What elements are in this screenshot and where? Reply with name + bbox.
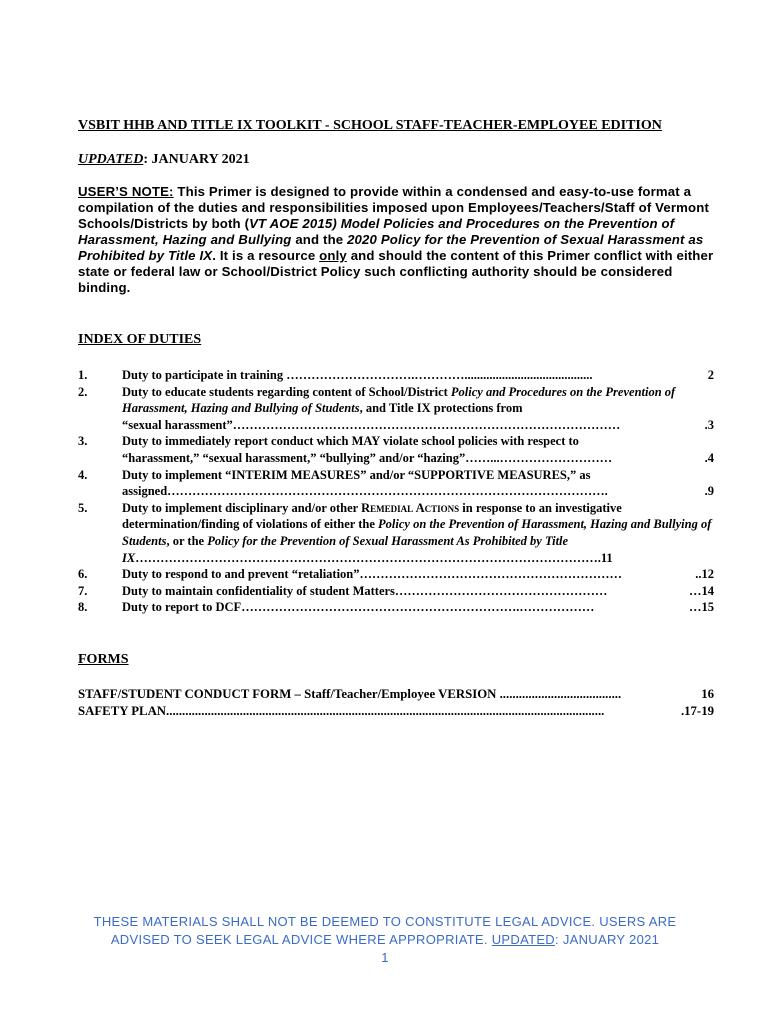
duty-item-4 bbox=[78, 467, 714, 500]
form-item-conduct bbox=[78, 686, 714, 703]
duty-text: Duty to report to DCF………………………………………………………….……………… bbox=[122, 600, 595, 615]
duty-item-7 bbox=[78, 583, 714, 600]
form-page: .17-19 bbox=[680, 704, 714, 718]
duty-text-leader: assigned……………………………………………………………………………………………. bbox=[122, 484, 608, 499]
duty-number: 6. bbox=[78, 567, 88, 582]
duty-page: …15 bbox=[689, 600, 714, 615]
duty-page: .9 bbox=[704, 484, 714, 499]
updated-sep: : bbox=[143, 152, 152, 167]
duty-page: .11 bbox=[597, 550, 613, 565]
page-number: 1 bbox=[381, 950, 389, 965]
duty-text: Duty to immediately report conduct which MAY violate school policies with respect to bbox=[122, 434, 579, 449]
duty-page: 2 bbox=[707, 368, 714, 382]
duty-number: 3. bbox=[78, 434, 88, 449]
duty-text-leader: ………………………………………………………………………………………………… bbox=[135, 550, 598, 565]
footer-updated-label: UPDATED bbox=[491, 932, 555, 947]
form-item-safety-plan bbox=[78, 703, 714, 720]
forms-list bbox=[78, 686, 714, 720]
users-note-italic-2: 2020 Policy for the Prevention of Sexual Harassment as Prohibited by Title IX bbox=[78, 232, 704, 263]
duty-item-5 bbox=[78, 500, 714, 566]
forms-heading: FORMS bbox=[78, 652, 129, 667]
form-page: 16 bbox=[701, 687, 714, 701]
duty-text: Duty to maintain confidentiality of student Matters…………………………………………… bbox=[122, 583, 608, 598]
duty-item-8 bbox=[78, 599, 714, 616]
footer-disclaimer bbox=[60, 913, 710, 967]
duty-text-italic-2: Policy for the Prevention of Sexual Harassment As Prohibited by Title IX bbox=[122, 533, 569, 565]
duty-item-1 bbox=[78, 367, 714, 384]
duty-page: …14 bbox=[689, 583, 714, 598]
duty-page: .3 bbox=[704, 417, 714, 432]
duty-text-cont-2: , or the bbox=[166, 533, 208, 548]
users-note-only: only bbox=[319, 248, 347, 263]
duty-text: Duty to participate in training ………………………….…………......................................... bbox=[122, 368, 593, 382]
duty-number: 4. bbox=[78, 467, 88, 482]
users-note-text-4: and should the content of this Primer conflict with either state or federal law or School/District Policy such conflicting authority should be considered binding. bbox=[78, 248, 714, 295]
footer-line-2 bbox=[60, 931, 710, 949]
document-title: VSBIT HHB AND TITLE IX TOOLKIT - SCHOOL STAFF-TEACHER-EMPLOYEE EDITION bbox=[78, 118, 662, 133]
duties-list bbox=[78, 367, 714, 616]
footer-line-2-text: ADVISED TO SEEK LEGAL ADVICE WHERE APPROPRIATE. bbox=[110, 932, 492, 947]
duty-text: Duty to respond to and prevent “retaliation”……………………………………………………… bbox=[122, 567, 623, 582]
users-note-italic-1: VT AOE 2015) Model Policies and Procedures on the Prevention of Harassment, Hazing and Bullying bbox=[78, 216, 675, 247]
duty-text: Duty to implement disciplinary and/or other bbox=[122, 500, 362, 515]
duty-number: 8. bbox=[78, 600, 88, 615]
duty-number: 5. bbox=[78, 500, 88, 515]
duty-number: 7. bbox=[78, 583, 88, 598]
duty-text: Duty to educate students regarding content of School/District bbox=[122, 384, 451, 399]
duty-text-italic: Policy and Procedures on the Prevention of Harassment, Hazing and Bullying of Students bbox=[122, 384, 676, 416]
duty-number: 2. bbox=[78, 384, 88, 399]
footer-line-1: THESE MATERIALS SHALL NOT BE DEEMED TO CONSTITUTE LEGAL ADVICE. USERS ARE bbox=[93, 914, 677, 929]
updated-date: JANUARY 2021 bbox=[151, 152, 250, 167]
users-note-text-2: and the bbox=[291, 232, 348, 247]
duty-text-cont: , and Title IX protections from bbox=[359, 401, 523, 416]
duty-item-6 bbox=[78, 566, 714, 583]
duty-page: ..12 bbox=[695, 567, 714, 582]
updated-line bbox=[78, 152, 250, 168]
users-note-label: USER’S NOTE: bbox=[78, 184, 174, 199]
duty-text-italic: Policy on the Prevention of Harassment, Hazing and Bullying of Students bbox=[122, 517, 712, 548]
users-note bbox=[78, 184, 718, 296]
users-note-text-1: This Primer is designed to provide within a condensed and easy-to-use format a compilation of the duties and responsibilities imposed upon Employees/Teachers/Staff of Vermont Schools/Districts by both ( bbox=[78, 184, 709, 231]
duty-text-leader: “harassment,” “sexual harassment,” “bullying” and/or “hazing”……...……………………… bbox=[122, 450, 613, 465]
duty-text-cont: in response to an investigative determination/finding of violations of either the bbox=[122, 500, 622, 532]
form-text: SAFETY PLAN......................................................................................................................................... bbox=[78, 704, 605, 718]
duty-number: 1. bbox=[78, 368, 88, 382]
form-text: STAFF/STUDENT CONDUCT FORM – Staff/Teacher/Employee VERSION ...................................... bbox=[78, 687, 622, 701]
duty-item-2 bbox=[78, 384, 714, 434]
updated-label: UPDATED bbox=[78, 152, 144, 167]
duty-text-smallcaps: Remedial Actions bbox=[361, 500, 460, 515]
duty-text: Duty to implement “INTERIM MEASURES” and/or “SUPPORTIVE MEASURES,” as bbox=[122, 467, 591, 482]
duty-page: .4 bbox=[704, 450, 714, 465]
footer-updated-date: : JANUARY 2021 bbox=[555, 932, 660, 947]
duty-text-leader: “sexual harassment”………………………………………………………………………………… bbox=[122, 417, 621, 432]
index-heading: INDEX OF DUTIES bbox=[78, 332, 202, 347]
duty-item-3 bbox=[78, 433, 714, 466]
users-note-text-3: . It is a resource bbox=[212, 248, 320, 263]
